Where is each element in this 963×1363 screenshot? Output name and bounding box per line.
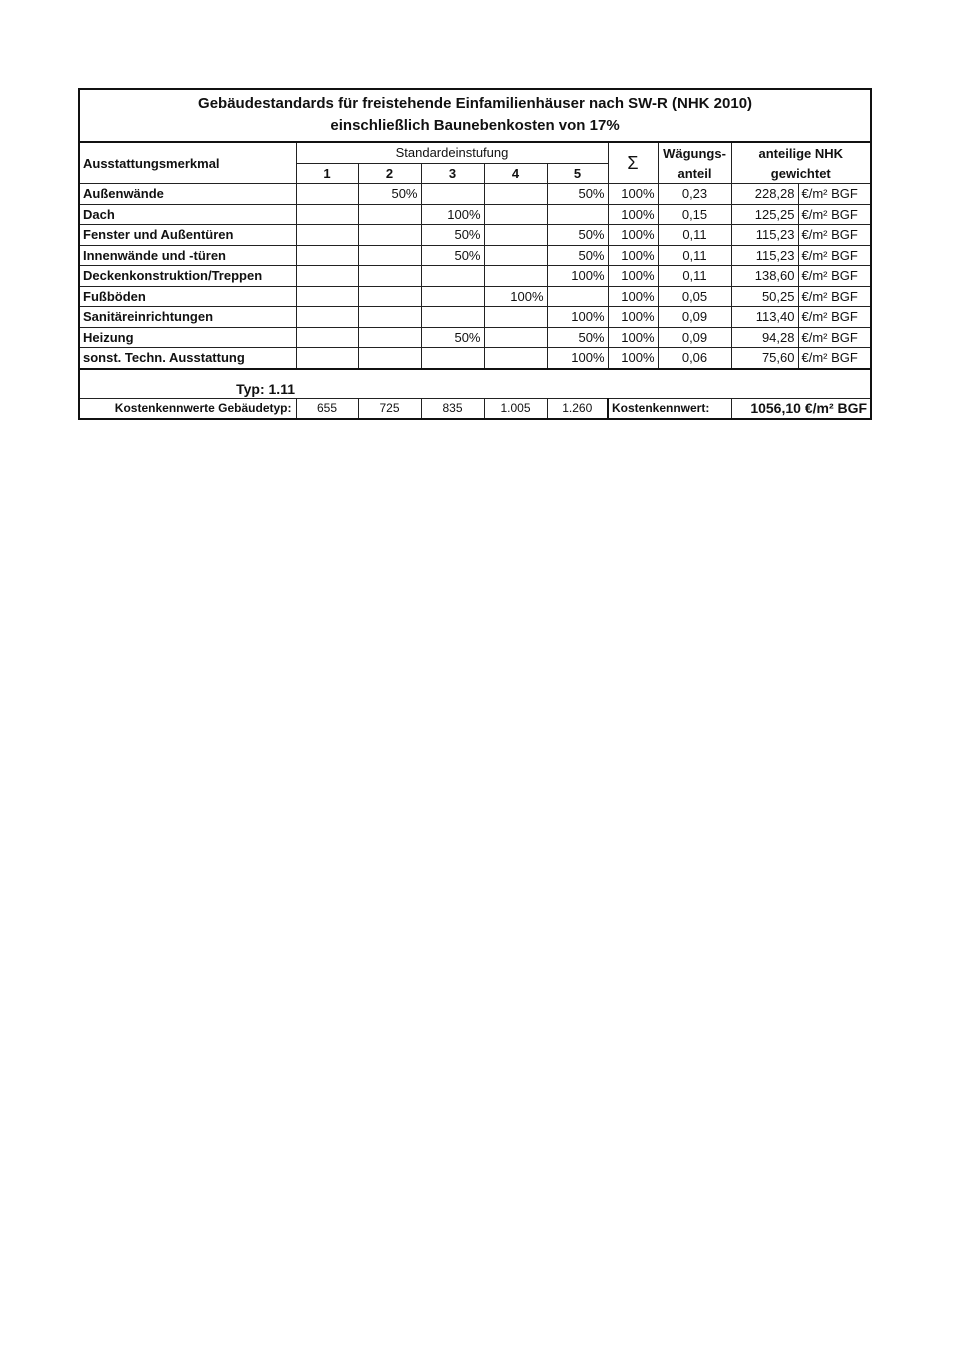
row-level-4 <box>484 184 547 205</box>
row-level-2 <box>358 245 421 266</box>
row-weight: 0,05 <box>658 286 731 307</box>
row-level-2 <box>358 348 421 369</box>
row-level-2 <box>358 204 421 225</box>
level-4: 4 <box>484 163 547 184</box>
row-level-4 <box>484 307 547 328</box>
row-nhk-value: 113,40 <box>731 307 798 328</box>
cost-label: Kostenkennwerte Gebäudetyp: <box>79 398 296 419</box>
row-feature: sonst. Techn. Ausstattung <box>79 348 296 369</box>
row-sum: 100% <box>608 245 658 266</box>
row-sum: 100% <box>608 307 658 328</box>
level-2: 2 <box>358 163 421 184</box>
cost-4: 1.005 <box>484 398 547 419</box>
row-level-3: 100% <box>421 204 484 225</box>
row-level-1 <box>296 307 358 328</box>
row-nhk-value: 138,60 <box>731 266 798 287</box>
row-level-5: 50% <box>547 225 608 246</box>
row-level-1 <box>296 245 358 266</box>
table-title <box>79 89 871 142</box>
row-level-2 <box>358 225 421 246</box>
row-weight: 0,09 <box>658 327 731 348</box>
header-weight-2: anteil <box>658 163 731 184</box>
row-nhk-value: 94,28 <box>731 327 798 348</box>
row-weight: 0,09 <box>658 307 731 328</box>
row-level-3 <box>421 348 484 369</box>
row-feature: Sanitäreinrichtungen <box>79 307 296 328</box>
row-feature: Deckenkonstruktion/Treppen <box>79 266 296 287</box>
row-weight: 0,06 <box>658 348 731 369</box>
row-level-5: 100% <box>547 307 608 328</box>
header-nhk-2: gewichtet <box>731 163 871 184</box>
row-nhk-unit: €/m² BGF <box>798 307 871 328</box>
row-weight: 0,11 <box>658 245 731 266</box>
header-weight-1: Wägungs- <box>658 142 731 163</box>
row-level-4 <box>484 348 547 369</box>
row-level-3: 50% <box>421 245 484 266</box>
title-line-2: einschließlich Baunebenkosten von 17% <box>330 117 620 134</box>
table-row <box>79 245 871 266</box>
row-feature: Fenster und Außentüren <box>79 225 296 246</box>
nhk-table <box>78 88 872 420</box>
header-nhk-1: anteilige NHK <box>731 142 871 163</box>
header-standard: Standardeinstufung <box>296 142 608 163</box>
header-feature: Ausstattungsmerkmal <box>79 142 296 184</box>
row-nhk-value: 115,23 <box>731 245 798 266</box>
row-weight: 0,11 <box>658 266 731 287</box>
nhk-sheet <box>78 88 870 420</box>
table-row <box>79 204 871 225</box>
row-sum: 100% <box>608 204 658 225</box>
row-sum: 100% <box>608 286 658 307</box>
row-level-3 <box>421 286 484 307</box>
row-feature: Fußböden <box>79 286 296 307</box>
row-nhk-unit: €/m² BGF <box>798 245 871 266</box>
level-3: 3 <box>421 163 484 184</box>
row-sum: 100% <box>608 348 658 369</box>
row-nhk-unit: €/m² BGF <box>798 184 871 205</box>
table-row <box>79 348 871 369</box>
row-level-4: 100% <box>484 286 547 307</box>
cost-2: 725 <box>358 398 421 419</box>
row-nhk-unit: €/m² BGF <box>798 266 871 287</box>
row-feature: Dach <box>79 204 296 225</box>
row-feature: Außenwände <box>79 184 296 205</box>
row-level-2 <box>358 327 421 348</box>
row-level-1 <box>296 348 358 369</box>
row-sum: 100% <box>608 327 658 348</box>
typ-row <box>79 369 871 399</box>
row-level-3 <box>421 266 484 287</box>
row-level-4 <box>484 327 547 348</box>
row-level-1 <box>296 327 358 348</box>
typ-label: Typ: 1.11 <box>236 380 295 397</box>
row-level-5 <box>547 286 608 307</box>
cost-3: 835 <box>421 398 484 419</box>
row-nhk-unit: €/m² BGF <box>798 204 871 225</box>
row-level-5: 50% <box>547 327 608 348</box>
title-line-1: Gebäudestandards für freistehende Einfamilienhäuser nach SW-R (NHK 2010) <box>198 95 753 112</box>
row-level-5: 50% <box>547 184 608 205</box>
row-nhk-unit: €/m² BGF <box>798 225 871 246</box>
row-level-5 <box>547 204 608 225</box>
row-nhk-unit: €/m² BGF <box>798 348 871 369</box>
row-nhk-value: 50,25 <box>731 286 798 307</box>
result-value: 1056,10 €/m² BGF <box>731 398 871 419</box>
row-level-1 <box>296 286 358 307</box>
header-sigma: Σ <box>608 142 658 184</box>
row-feature: Innenwände und -türen <box>79 245 296 266</box>
table-row <box>79 307 871 328</box>
row-sum: 100% <box>608 266 658 287</box>
row-sum: 100% <box>608 184 658 205</box>
row-level-1 <box>296 225 358 246</box>
table-row <box>79 266 871 287</box>
row-nhk-value: 115,23 <box>731 225 798 246</box>
row-level-4 <box>484 204 547 225</box>
table-row <box>79 286 871 307</box>
row-level-2 <box>358 286 421 307</box>
row-level-1 <box>296 204 358 225</box>
level-5: 5 <box>547 163 608 184</box>
row-level-3: 50% <box>421 327 484 348</box>
row-level-5: 50% <box>547 245 608 266</box>
row-level-3 <box>421 307 484 328</box>
table-row <box>79 184 871 205</box>
row-nhk-value: 228,28 <box>731 184 798 205</box>
level-1: 1 <box>296 163 358 184</box>
row-level-4 <box>484 266 547 287</box>
row-weight: 0,23 <box>658 184 731 205</box>
row-level-2: 50% <box>358 184 421 205</box>
row-nhk-unit: €/m² BGF <box>798 286 871 307</box>
row-level-3: 50% <box>421 225 484 246</box>
row-weight: 0,11 <box>658 225 731 246</box>
table-row <box>79 225 871 246</box>
cost-5: 1.260 <box>547 398 608 419</box>
row-level-5: 100% <box>547 266 608 287</box>
row-level-3 <box>421 184 484 205</box>
row-level-4 <box>484 245 547 266</box>
row-level-2 <box>358 307 421 328</box>
row-sum: 100% <box>608 225 658 246</box>
table-row <box>79 327 871 348</box>
row-level-4 <box>484 225 547 246</box>
row-level-1 <box>296 184 358 205</box>
row-nhk-value: 75,60 <box>731 348 798 369</box>
row-level-1 <box>296 266 358 287</box>
cost-1: 655 <box>296 398 358 419</box>
feature-rows <box>79 184 871 369</box>
row-level-5: 100% <box>547 348 608 369</box>
row-nhk-unit: €/m² BGF <box>798 327 871 348</box>
row-nhk-value: 125,25 <box>731 204 798 225</box>
result-label: Kostenkennwert: <box>608 398 731 419</box>
row-level-2 <box>358 266 421 287</box>
row-feature: Heizung <box>79 327 296 348</box>
row-weight: 0,15 <box>658 204 731 225</box>
